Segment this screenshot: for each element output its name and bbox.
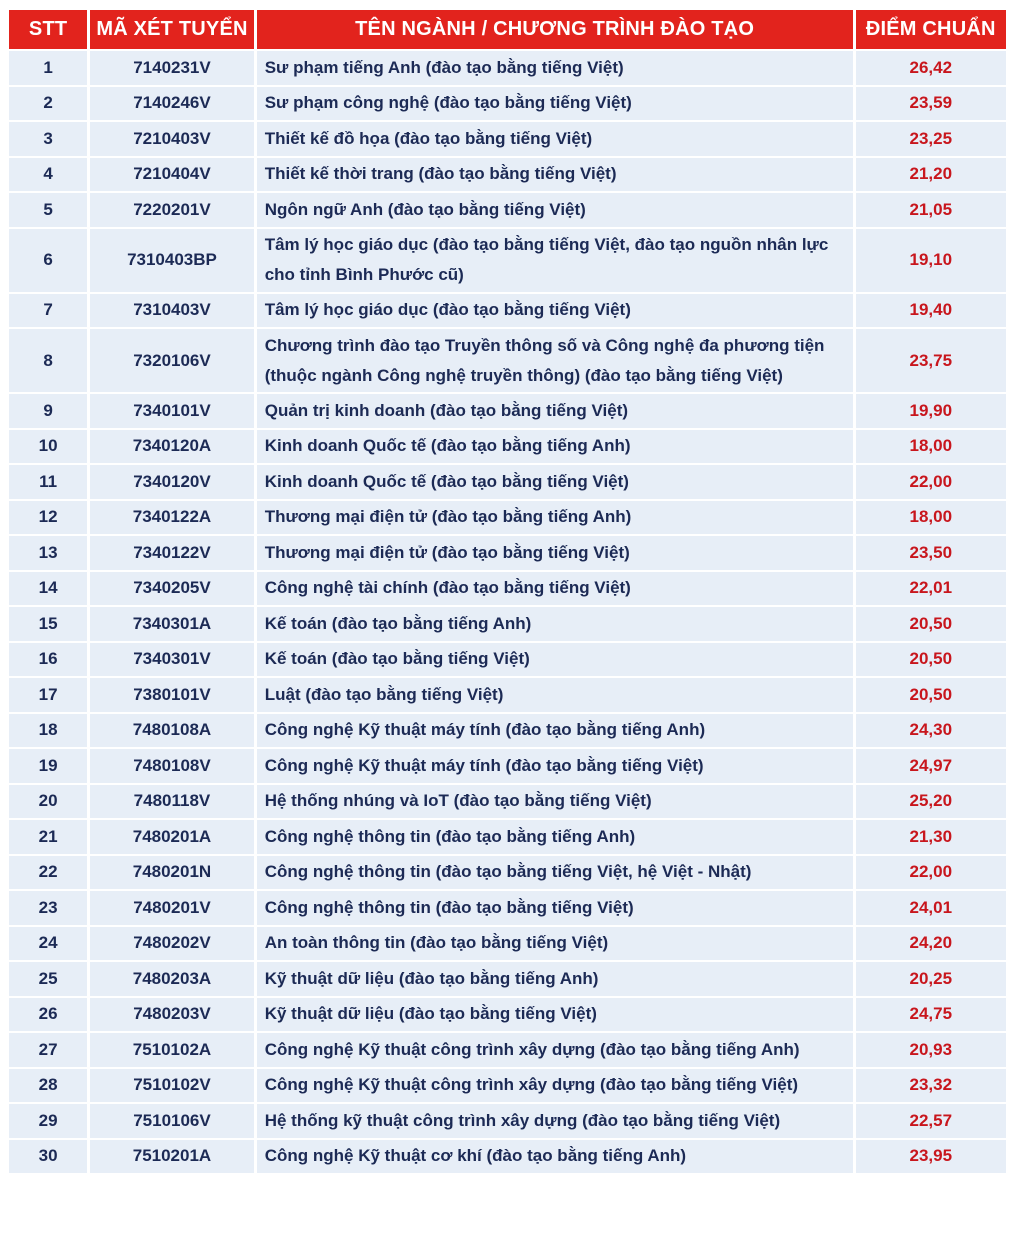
row-cutoff-score: 20,50 xyxy=(856,607,1006,641)
row-program-name: Hệ thống nhúng và IoT (đào tạo bằng tiếng Việt) xyxy=(257,785,853,819)
table-row xyxy=(9,856,1006,890)
row-stt: 23 xyxy=(9,891,87,925)
row-cutoff-score: 21,30 xyxy=(856,820,1006,854)
row-admission-code: 7340122A xyxy=(90,501,253,535)
table-row xyxy=(9,820,1006,854)
row-cutoff-score: 23,75 xyxy=(856,329,1006,392)
row-admission-code: 7210404V xyxy=(90,158,253,192)
row-admission-code: 7480203V xyxy=(90,998,253,1032)
row-admission-code: 7340120V xyxy=(90,465,253,499)
row-cutoff-score: 23,59 xyxy=(856,87,1006,121)
admission-score-table xyxy=(6,8,1009,1175)
row-admission-code: 7480108V xyxy=(90,749,253,783)
row-stt: 26 xyxy=(9,998,87,1032)
table-row xyxy=(9,891,1006,925)
table-row xyxy=(9,158,1006,192)
row-stt: 1 xyxy=(9,51,87,85)
row-cutoff-score: 22,00 xyxy=(856,856,1006,890)
row-program-name: Hệ thống kỹ thuật công trình xây dựng (đào tạo bằng tiếng Việt) xyxy=(257,1104,853,1138)
table-row xyxy=(9,607,1006,641)
row-admission-code: 7340101V xyxy=(90,394,253,428)
row-admission-code: 7510102A xyxy=(90,1033,253,1067)
row-admission-code: 7340301A xyxy=(90,607,253,641)
header-code: MÃ XÉT TUYỂN xyxy=(90,10,253,49)
row-cutoff-score: 20,50 xyxy=(856,643,1006,677)
row-admission-code: 7480203A xyxy=(90,962,253,996)
table-row xyxy=(9,229,1006,292)
row-stt: 2 xyxy=(9,87,87,121)
row-stt: 29 xyxy=(9,1104,87,1138)
row-cutoff-score: 23,25 xyxy=(856,122,1006,156)
row-stt: 3 xyxy=(9,122,87,156)
row-program-name: Luật (đào tạo bằng tiếng Việt) xyxy=(257,678,853,712)
row-cutoff-score: 18,00 xyxy=(856,430,1006,464)
table-row xyxy=(9,572,1006,606)
row-admission-code: 7480201N xyxy=(90,856,253,890)
row-admission-code: 7480201V xyxy=(90,891,253,925)
row-cutoff-score: 19,90 xyxy=(856,394,1006,428)
header-stt: STT xyxy=(9,10,87,49)
row-program-name: Thương mại điện tử (đào tạo bằng tiếng Anh) xyxy=(257,501,853,535)
row-program-name: Thiết kế thời trang (đào tạo bằng tiếng Việt) xyxy=(257,158,853,192)
row-stt: 16 xyxy=(9,643,87,677)
table-row xyxy=(9,927,1006,961)
row-program-name: Quản trị kinh doanh (đào tạo bằng tiếng Việt) xyxy=(257,394,853,428)
row-admission-code: 7340122V xyxy=(90,536,253,570)
row-stt: 12 xyxy=(9,501,87,535)
row-cutoff-score: 24,01 xyxy=(856,891,1006,925)
table-row xyxy=(9,536,1006,570)
row-program-name: Thiết kế đồ họa (đào tạo bằng tiếng Việt) xyxy=(257,122,853,156)
row-program-name: Công nghệ thông tin (đào tạo bằng tiếng Anh) xyxy=(257,820,853,854)
row-admission-code: 7310403V xyxy=(90,294,253,328)
row-admission-code: 7340205V xyxy=(90,572,253,606)
row-admission-code: 7340120A xyxy=(90,430,253,464)
row-admission-code: 7380101V xyxy=(90,678,253,712)
row-program-name: Kế toán (đào tạo bằng tiếng Anh) xyxy=(257,607,853,641)
row-cutoff-score: 23,95 xyxy=(856,1140,1006,1174)
row-program-name: Công nghệ Kỹ thuật máy tính (đào tạo bằng tiếng Việt) xyxy=(257,749,853,783)
row-cutoff-score: 20,93 xyxy=(856,1033,1006,1067)
row-cutoff-score: 20,25 xyxy=(856,962,1006,996)
row-cutoff-score: 21,05 xyxy=(856,193,1006,227)
table-row xyxy=(9,678,1006,712)
row-admission-code: 7510106V xyxy=(90,1104,253,1138)
row-program-name: Tâm lý học giáo dục (đào tạo bằng tiếng Việt) xyxy=(257,294,853,328)
row-cutoff-score: 22,00 xyxy=(856,465,1006,499)
row-stt: 7 xyxy=(9,294,87,328)
row-admission-code: 7480202V xyxy=(90,927,253,961)
row-program-name: Kinh doanh Quốc tế (đào tạo bằng tiếng Việt) xyxy=(257,465,853,499)
row-stt: 6 xyxy=(9,229,87,292)
row-cutoff-score: 18,00 xyxy=(856,501,1006,535)
row-program-name: Kỹ thuật dữ liệu (đào tạo bằng tiếng Anh) xyxy=(257,962,853,996)
row-stt: 9 xyxy=(9,394,87,428)
row-cutoff-score: 26,42 xyxy=(856,51,1006,85)
table-row xyxy=(9,1069,1006,1103)
row-cutoff-score: 20,50 xyxy=(856,678,1006,712)
row-cutoff-score: 24,75 xyxy=(856,998,1006,1032)
row-admission-code: 7480108A xyxy=(90,714,253,748)
row-cutoff-score: 24,30 xyxy=(856,714,1006,748)
header-program-name: TÊN NGÀNH / CHƯƠNG TRÌNH ĐÀO TẠO xyxy=(257,10,853,49)
row-admission-code: 7480118V xyxy=(90,785,253,819)
row-stt: 30 xyxy=(9,1140,87,1174)
table-row xyxy=(9,785,1006,819)
row-stt: 24 xyxy=(9,927,87,961)
row-program-name: Công nghệ thông tin (đào tạo bằng tiếng Việt, hệ Việt - Nhật) xyxy=(257,856,853,890)
row-stt: 27 xyxy=(9,1033,87,1067)
row-program-name: Chương trình đào tạo Truyền thông số và Công nghệ đa phương tiện (thuộc ngành Công nghệ truyền thông) (đào tạo bằng tiếng Việt) xyxy=(257,329,853,392)
row-cutoff-score: 19,10 xyxy=(856,229,1006,292)
table-row xyxy=(9,294,1006,328)
row-cutoff-score: 24,20 xyxy=(856,927,1006,961)
row-program-name: Công nghệ Kỹ thuật công trình xây dựng (đào tạo bằng tiếng Việt) xyxy=(257,1069,853,1103)
header-row xyxy=(9,10,1006,49)
row-stt: 13 xyxy=(9,536,87,570)
row-admission-code: 7510102V xyxy=(90,1069,253,1103)
row-program-name: Công nghệ Kỹ thuật máy tính (đào tạo bằng tiếng Anh) xyxy=(257,714,853,748)
row-admission-code: 7340301V xyxy=(90,643,253,677)
row-stt: 4 xyxy=(9,158,87,192)
row-cutoff-score: 25,20 xyxy=(856,785,1006,819)
row-cutoff-score: 24,97 xyxy=(856,749,1006,783)
row-cutoff-score: 22,01 xyxy=(856,572,1006,606)
row-program-name: Sư phạm công nghệ (đào tạo bằng tiếng Việt) xyxy=(257,87,853,121)
table-row xyxy=(9,501,1006,535)
row-stt: 10 xyxy=(9,430,87,464)
table-row xyxy=(9,1033,1006,1067)
row-program-name: Công nghệ Kỹ thuật cơ khí (đào tạo bằng tiếng Anh) xyxy=(257,1140,853,1174)
table-row xyxy=(9,714,1006,748)
row-cutoff-score: 22,57 xyxy=(856,1104,1006,1138)
row-admission-code: 7210403V xyxy=(90,122,253,156)
row-cutoff-score: 23,50 xyxy=(856,536,1006,570)
row-program-name: Kế toán (đào tạo bằng tiếng Việt) xyxy=(257,643,853,677)
row-admission-code: 7320106V xyxy=(90,329,253,392)
row-stt: 20 xyxy=(9,785,87,819)
row-cutoff-score: 21,20 xyxy=(856,158,1006,192)
table-row xyxy=(9,122,1006,156)
table-row xyxy=(9,1140,1006,1174)
table-header xyxy=(9,10,1006,49)
table-row xyxy=(9,998,1006,1032)
row-stt: 14 xyxy=(9,572,87,606)
table-row xyxy=(9,1104,1006,1138)
row-program-name: An toàn thông tin (đào tạo bằng tiếng Việt) xyxy=(257,927,853,961)
row-stt: 22 xyxy=(9,856,87,890)
table-row xyxy=(9,643,1006,677)
row-stt: 18 xyxy=(9,714,87,748)
row-stt: 8 xyxy=(9,329,87,392)
admission-score-table-container xyxy=(6,8,1009,1175)
table-row xyxy=(9,962,1006,996)
row-cutoff-score: 23,32 xyxy=(856,1069,1006,1103)
row-program-name: Ngôn ngữ Anh (đào tạo bằng tiếng Việt) xyxy=(257,193,853,227)
row-program-name: Công nghệ Kỹ thuật công trình xây dựng (đào tạo bằng tiếng Anh) xyxy=(257,1033,853,1067)
row-stt: 19 xyxy=(9,749,87,783)
table-body xyxy=(9,51,1006,1173)
header-score: ĐIỂM CHUẨN xyxy=(856,10,1006,49)
row-stt: 5 xyxy=(9,193,87,227)
row-program-name: Thương mại điện tử (đào tạo bằng tiếng Việt) xyxy=(257,536,853,570)
row-program-name: Kỹ thuật dữ liệu (đào tạo bằng tiếng Việt) xyxy=(257,998,853,1032)
table-row xyxy=(9,465,1006,499)
row-program-name: Kinh doanh Quốc tế (đào tạo bằng tiếng Anh) xyxy=(257,430,853,464)
table-row xyxy=(9,749,1006,783)
table-row xyxy=(9,87,1006,121)
row-stt: 25 xyxy=(9,962,87,996)
row-program-name: Sư phạm tiếng Anh (đào tạo bằng tiếng Việt) xyxy=(257,51,853,85)
row-admission-code: 7480201A xyxy=(90,820,253,854)
table-row xyxy=(9,193,1006,227)
row-admission-code: 7220201V xyxy=(90,193,253,227)
row-program-name: Tâm lý học giáo dục (đào tạo bằng tiếng Việt, đào tạo nguồn nhân lực cho tỉnh Bình Phước cũ) xyxy=(257,229,853,292)
row-stt: 28 xyxy=(9,1069,87,1103)
table-row xyxy=(9,329,1006,392)
row-program-name: Công nghệ tài chính (đào tạo bằng tiếng Việt) xyxy=(257,572,853,606)
row-admission-code: 7140231V xyxy=(90,51,253,85)
table-row xyxy=(9,430,1006,464)
row-cutoff-score: 19,40 xyxy=(856,294,1006,328)
row-stt: 21 xyxy=(9,820,87,854)
row-admission-code: 7510201A xyxy=(90,1140,253,1174)
row-admission-code: 7310403BP xyxy=(90,229,253,292)
row-admission-code: 7140246V xyxy=(90,87,253,121)
table-row xyxy=(9,51,1006,85)
row-stt: 15 xyxy=(9,607,87,641)
row-program-name: Công nghệ thông tin (đào tạo bằng tiếng Việt) xyxy=(257,891,853,925)
row-stt: 17 xyxy=(9,678,87,712)
table-row xyxy=(9,394,1006,428)
row-stt: 11 xyxy=(9,465,87,499)
